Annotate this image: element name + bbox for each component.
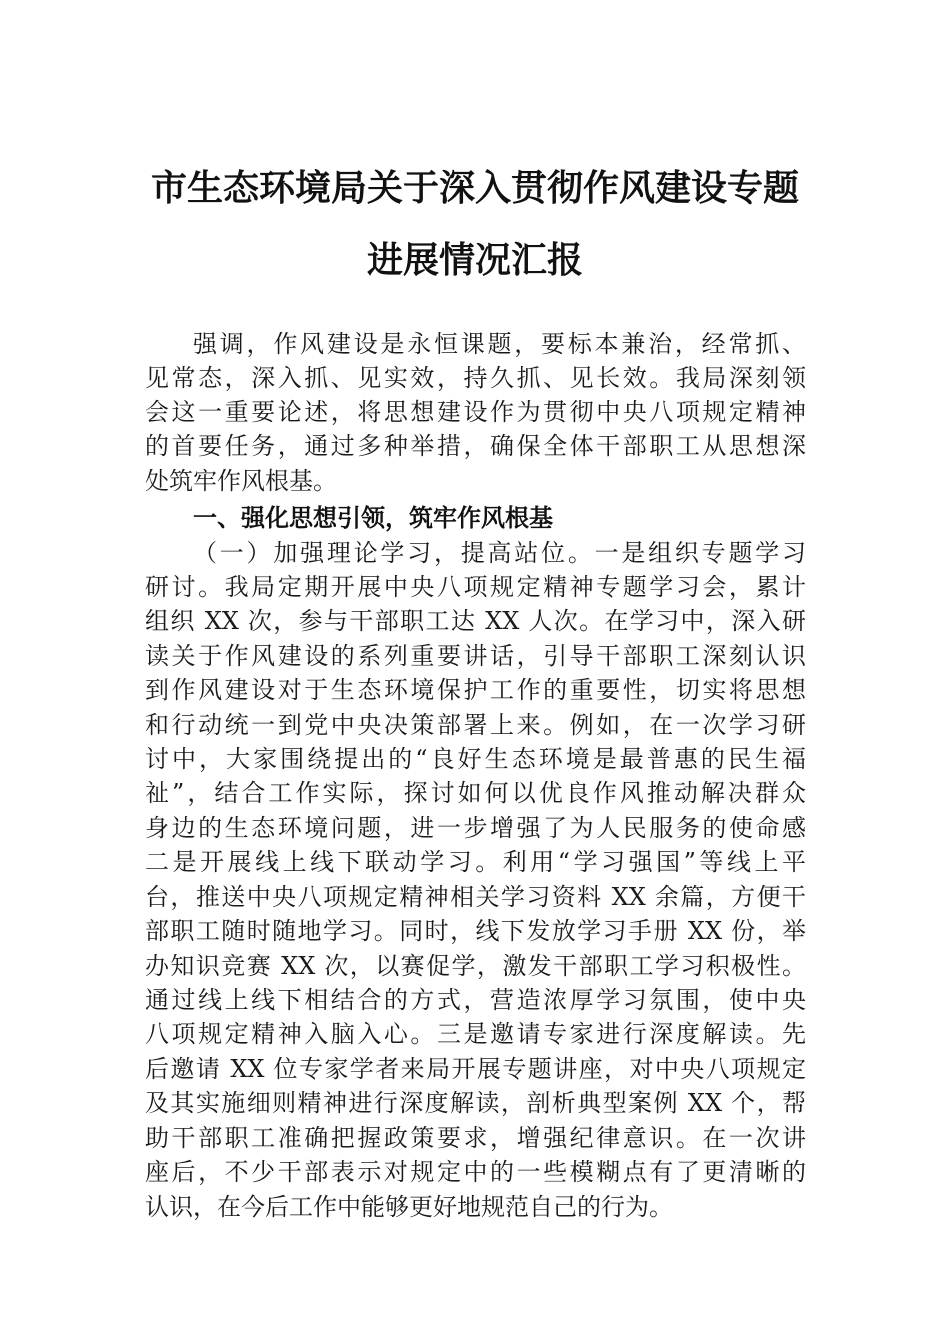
section-paragraph-line: 台，推送中央八项规定精神相关学习资料 XX 余篇，方便干 <box>145 883 806 911</box>
section-paragraph-line: （一）加强理论学习，提高站位。一是组织专题学习 <box>193 539 806 567</box>
section-paragraph-line: 后邀请 XX 位专家学者来局开展专题讲座，对中央八项规定 <box>145 1055 806 1083</box>
section-paragraph-line: 讨中，大家围绕提出的“良好生态环境是最普惠的民生福 <box>145 745 806 773</box>
section-paragraph-line: 认识，在今后工作中能够更好地规范自己的行为。 <box>145 1193 673 1221</box>
section-paragraph-line: 及其实施细则精神进行深度解读，剖析典型案例 XX 个，帮 <box>145 1089 806 1117</box>
section-paragraph-line: 身边的生态环境问题，进一步增强了为人民服务的使命感 <box>145 814 806 842</box>
section-paragraph-line: 读关于作风建设的系列重要讲话，引导干部职工深刻认识 <box>145 642 806 670</box>
section-paragraph-line: 到作风建设对于生态环境保护工作的重要性，切实将思想 <box>145 676 806 704</box>
intro-paragraph-line: 会这一重要论述，将思想建设作为贯彻中央八项规定精神 <box>145 398 806 426</box>
section-paragraph-line: 部职工随时随地学习。同时，线下发放学习手册 XX 份，举 <box>145 917 806 945</box>
section-paragraph-line: 通过线上线下相结合的方式，营造浓厚学习氛围，使中央 <box>145 986 806 1014</box>
intro-paragraph-line: 处筑牢作风根基。 <box>145 467 337 495</box>
intro-paragraph-line: 强调，作风建设是永恒课题，要标本兼治，经常抓、 <box>193 330 806 358</box>
document-title-line-2: 进展情况汇报 <box>366 239 583 281</box>
section-paragraph-line: 办知识竞赛 XX 次，以赛促学，激发干部职工学习积极性。 <box>145 952 806 980</box>
section-paragraph-line: 助干部职工准确把握政策要求，增强纪律意识。在一次讲 <box>145 1124 806 1152</box>
intro-paragraph-line: 的首要任务，通过多种举措，确保全体干部职工从思想深 <box>145 432 806 460</box>
section-paragraph-line: 组织 XX 次，参与干部职工达 XX 人次。在学习中，深入研 <box>145 607 806 635</box>
section-paragraph-line: 座后，不少干部表示对规定中的一些模糊点有了更清晰的 <box>145 1158 806 1186</box>
document-title-line-1: 市生态环境局关于深入贯彻作风建设专题 <box>150 167 799 209</box>
intro-paragraph-line: 见常态，深入抓、见实效，持久抓、见长效。我局深刻领 <box>145 364 806 392</box>
section-paragraph-line: 和行动统一到党中央决策部署上来。例如，在一次学习研 <box>145 711 806 739</box>
section-paragraph-line: 祉”，结合工作实际，探讨如何以优良作风推动解决群众 <box>145 779 806 807</box>
section-paragraph-line: 二是开展线上线下联动学习。利用“学习强国”等线上平 <box>145 848 806 876</box>
section-heading: 一、强化思想引领，筑牢作风根基 <box>193 504 553 532</box>
section-paragraph-line: 八项规定精神入脑入心。三是邀请专家进行深度解读。先 <box>145 1020 806 1048</box>
section-paragraph-line: 研讨。我局定期开展中央八项规定精神专题学习会，累计 <box>145 573 806 601</box>
